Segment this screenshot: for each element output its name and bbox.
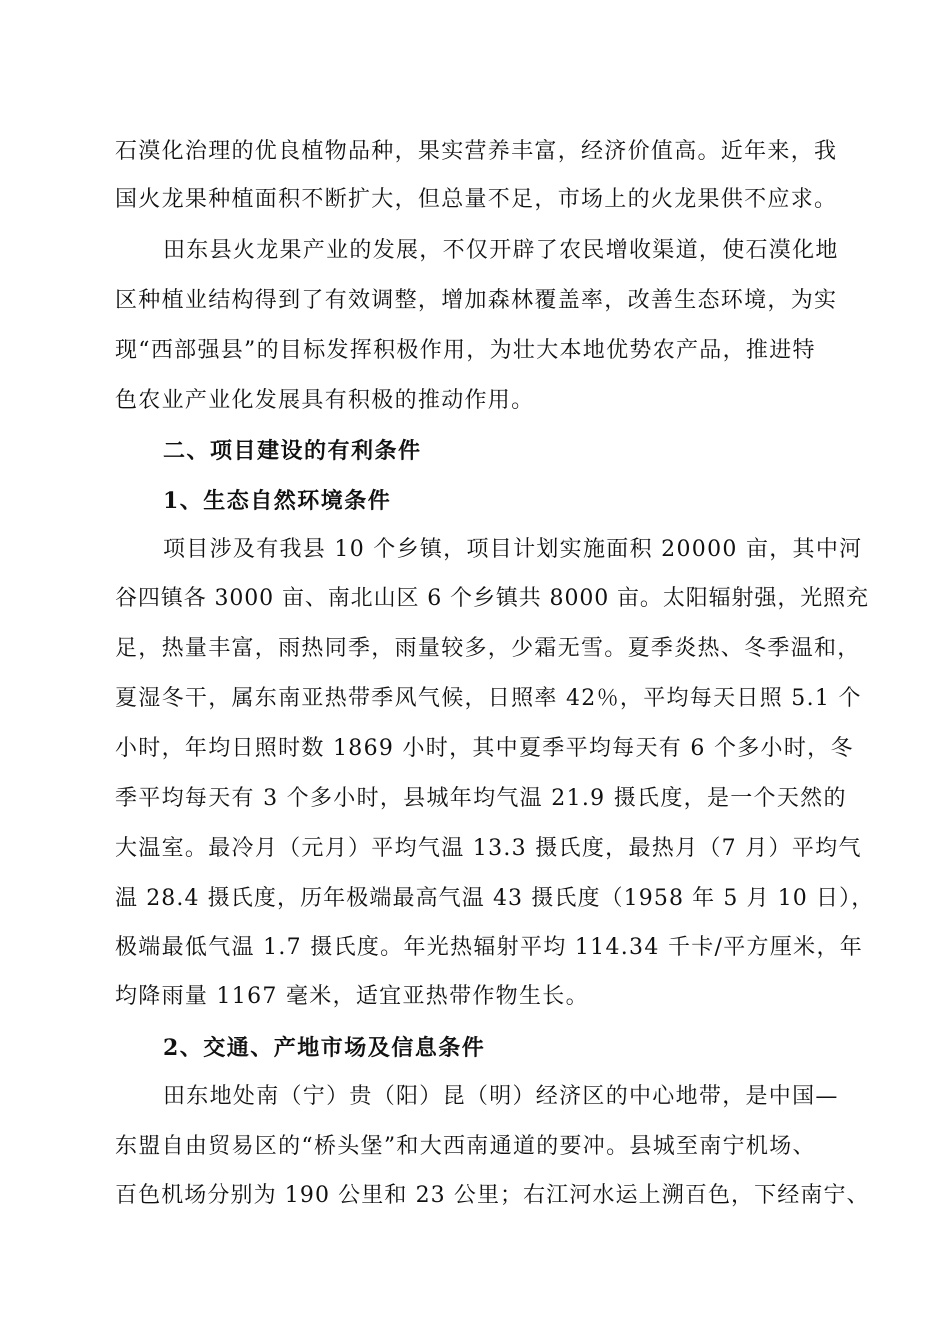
subsection-heading: 1、生态自然环境条件 [163, 488, 392, 514]
body-text-line: 谷四镇各 3000 亩、南北山区 6 个乡镇共 8000 亩。太阳辐射强，光照充 [115, 586, 869, 611]
paragraph-first-line: 田东县火龙果产业的发展，不仅开辟了农民增收渠道，使石漠化地 [163, 238, 839, 263]
body-text-line: 东盟自由贸易区的“桥头堡”和大西南通道的要冲。县城至南宁机场、 [115, 1134, 816, 1159]
body-text-line: 国火龙果种植面积不断扩大，但总量不足，市场上的火龙果供不应求。 [115, 187, 838, 212]
body-text-line: 小时，年均日照时数 1869 小时，其中夏季平均每天有 6 个多小时，冬 [115, 736, 854, 761]
body-text-line: 大温室。最冷月（元月）平均气温 13.3 摄氏度，最热月（7 月）平均气 [115, 836, 862, 861]
body-text-line: 百色机场分别为 190 公里和 23 公里；右江河水运上溯百色，下经南宁、 [115, 1183, 870, 1208]
body-text-line: 足，热量丰富，雨热同季，雨量较多，少霜无雪。夏季炎热、冬季温和， [115, 636, 861, 661]
paragraph-first-line: 田东地处南（宁）贵（阳）昆（明）经济区的中心地带，是中国— [163, 1084, 839, 1109]
body-text-line: 温 28.4 摄氏度，历年极端最高气温 43 摄氏度（1958 年 5 月 10 日）， [115, 886, 875, 911]
body-text-line: 区种植业结构得到了有效调整，增加森林覆盖率，改善生态环境，为实 [115, 288, 838, 313]
body-text-line: 色农业产业化发展具有积极的推动作用。 [115, 388, 535, 413]
body-text-line: 均降雨量 1167 毫米，适宜亚热带作物生长。 [115, 984, 589, 1009]
body-text-line: 夏湿冬干，属东南亚热带季风气候，日照率 42％，平均每天日照 5.1 个 [115, 686, 862, 711]
body-text-line: 石漠化治理的优良植物品种，果实营养丰富，经济价值高。近年来，我 [115, 139, 838, 164]
body-text-line: 极端最低气温 1.7 摄氏度。年光热辐射平均 114.34 千卡/平方厘米，年 [115, 935, 864, 960]
paragraph-first-line: 项目涉及有我县 10 个乡镇，项目计划实施面积 20000 亩，其中河 [163, 537, 863, 562]
body-text-line: 现“西部强县”的目标发挥积极作用，为壮大本地优势农产品，推进特 [115, 338, 816, 363]
section-heading: 二、项目建设的有利条件 [163, 438, 422, 464]
body-text-line: 季平均每天有 3 个多小时，县城年均气温 21.9 摄氏度，是一个天然的 [115, 786, 847, 811]
subsection-heading: 2、交通、产地市场及信息条件 [163, 1035, 486, 1061]
